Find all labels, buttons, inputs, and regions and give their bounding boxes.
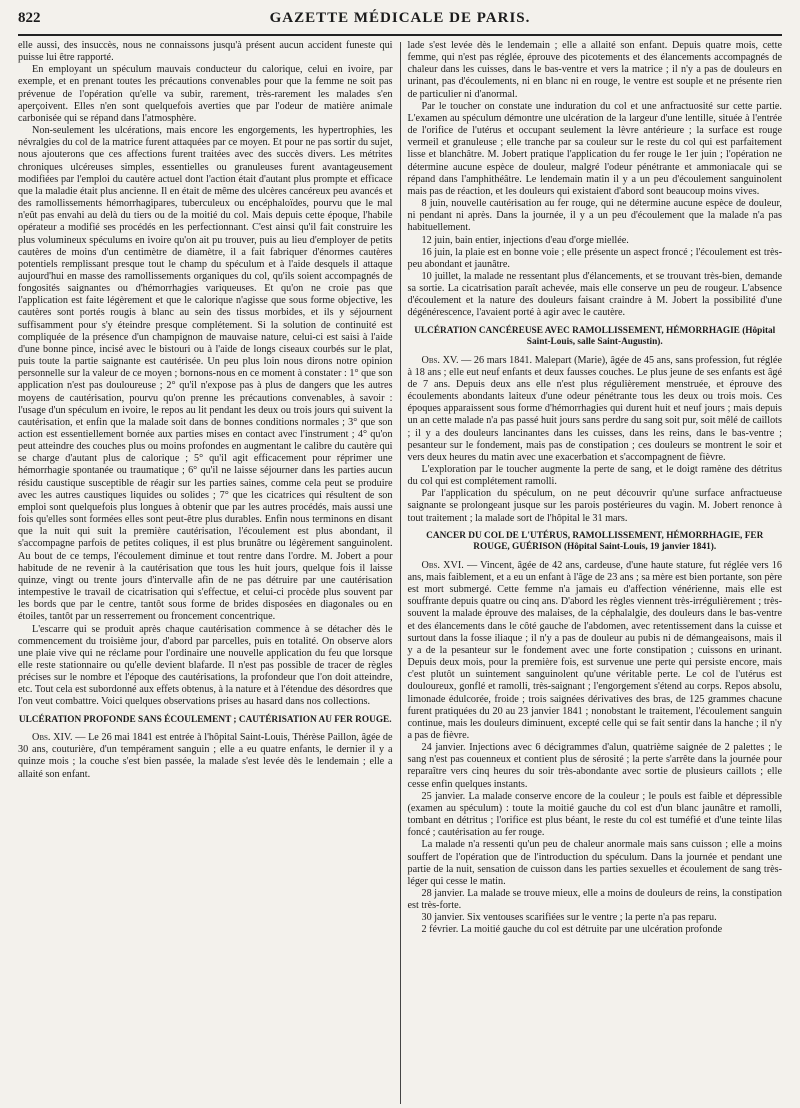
right-column	[400, 40, 782, 1104]
observation-paragraph	[407, 355, 782, 464]
section-heading: ULCÉRATION CANCÉREUSE AVEC RAMOLLISSEMENT, HÉMORRHAGIE (Hôpital Saint-Louis, salle Saint-Augustin).	[414, 325, 776, 348]
paragraph: 30 janvier. Six ventouses scarifiées sur le ventre ; la perte n'a pas reparu.	[421, 912, 717, 924]
paragraph: 2 février. La moitié gauche du col est détruite par une ulcération profonde	[421, 924, 723, 936]
observation-paragraph	[18, 732, 393, 781]
observation-label: Obs. XV.	[421, 354, 459, 366]
paragraph: 16 juin, la plaie est en bonne voie ; elle présente un aspect froncé ; l'écoulement est très-peu abondant et jaunâtre.	[407, 246, 782, 270]
paragraph: Par le toucher on constate une induration du col et une anfractuosité sur cette partie. L'examen au spéculum démontre une ulcération de la largeur d'une lentille, située à l'entrée de l'orifice de l'utérus et occupant seulement la lèvre antérieure ; la surface est rouge vermeil et granuleuse ; elle tranche par sa couleur sur le reste du col qui est parfaitement lisse et blanchâtre. M. Jobert pratique l'application du fer rouge le 1er juin ; l'opération ne détermine aucune espèce de douleur, malgré l'odeur pénétrante et ammoniacale qui se répand dans l'amphithéâtre. Le lendemain matin il y a un peu d'écoulement sanguinolent mais pas de réaction, et les douleurs qui existaient d'abord sont beaucoup moins vives.	[407, 100, 782, 197]
page-number: 822	[18, 10, 41, 26]
paragraph: La malade n'a ressenti qu'un peu de chaleur anormale mais sans cuisson ; elle a moins souffert de l'opération que de l'introduction du spéculum. Dans la journée et pendant une partie de la nuit, sensation de cuisson dans les parties sexuelles et écoulement de sang très-léger qui cesse le matin.	[407, 839, 782, 887]
paragraph: 10 juillet, la malade ne ressentant plus d'élancements, et se trouvant très-bien, demande sa sortie. La cicatrisation paraît achevée, mais elle conserve un peu de rougeur. L'absence d'écoulement et la nature des douleurs faisant craindre à M. Jobert la possibilité d'une dégénérescence, l'avaient porté à agir avec le cautère.	[407, 270, 782, 319]
paragraph: 25 janvier. La malade conserve encore de la couleur ; le pouls est faible et dépressible (examen au spéculum) : toute la moitié gauche du col est d'un blanc jaunâtre et ramolli, tombant en détritus ; l'orifice est plus béant, le reste du col est tuméfié et d'une teinte lilas foncé ; cautérisation au fer rouge.	[407, 790, 782, 839]
observation-text: — Vincent, âgée de 42 ans, cardeuse, d'une haute stature, fut réglée vers 16 ans, mais faiblement, et a eu un enfant à l'âge de 23 ans ; sa mère est bien portante, son père est mort submergé. Cette femme n'a jamais eu d'affection vénérienne, mais elle est souffrante depuis quatre ou cinq ans. D'abord les règles viennent très-irrégulièrement ; très-souvent la malade éprouve des malaises, de la céphalalgie, des douleurs dans le bas-ventre et des élancements dans le côté gauche de l'abdomen, avec retentissement dans la cuisse et surtout dans la fosse iliaque ; il n'y a pas de douleur au pubis ni de démangeaisons, mais il y a de la pesanteur sur le fondement avec une forte constipation ; cuissons en urinant. Depuis deux mois, pour la première fois, est survenue une perte qui persiste encore, mais c'est plutôt un suintement sanguinolent qu'une véritable perte. Le col de l'utérus est douloureux, gonflé et ramolli, très-saignant ; l'engorgement s'étend au corps. Repos absolu, limonade édulcorée, froide ; trois saignées dérivatives des bras, de 125 grammes chacune furent pratiquées du 20 au 23 janvier 1841 ; nonobstant le traitement, l'écoulement sanguin continue, mais les douleurs diminuent, excepté celle qui se fait sentir dans la hanche ; il n'y a pas de fièvre.	[407, 559, 782, 741]
paragraph: L'exploration par le toucher augmente la perte de sang, et le doigt ramène des détritus du col qui est complétement ramolli.	[407, 464, 782, 488]
paragraph: lade s'est levée dès le lendemain ; elle a allaité son enfant. Depuis quatre mois, cette femme, qui n'est pas réglée, éprouve des picotements et des élancements accompagnés de chaleur dans les cuisses, dans le bas-ventre et vers la matrice ; il n'y a pas de douleurs en urinant, pas d'écoulements, ni en blanc ni en rouge, le ventre est souple et ne présente rien de particulier ni d'anormal.	[407, 40, 782, 100]
journal-title: GAZETTE MÉDICALE DE PARIS.	[269, 10, 531, 26]
left-column	[18, 40, 400, 1104]
paragraph: elle aussi, des insuccès, nous ne connaissons jusqu'à présent aucun accident funeste qui puisse lui être rapporté.	[18, 40, 393, 64]
section-heading: CANCER DU COL DE L'UTÉRUS, RAMOLLISSEMENT, HÉMORRHAGIE, FER ROUGE, GUÉRISON (Hôpital Saint-Louis, 19 janvier 1841).	[426, 530, 764, 553]
observation-paragraph	[407, 560, 782, 742]
paragraph: Par l'application du spéculum, on ne peut découvrir qu'une surface anfractueuse saignante se prolongeant jusque sur les parois postérieures du vagin. M. Jobert renonce à tout traitement ; la malade sort de l'hôpital le 31 mars.	[407, 488, 782, 524]
header-rule	[18, 34, 782, 36]
text-columns	[18, 40, 782, 1104]
section-heading: ULCÉRATION PROFONDE SANS ÉCOULEMENT ; CAUTÉRISATION AU FER ROUGE.	[18, 714, 392, 725]
page-header	[18, 6, 782, 32]
paragraph: 24 janvier. Injections avec 6 décigrammes d'alun, quatrième saignée de 2 palettes ; le sang n'est pas couenneux et contient plus de sérosité ; la perte s'arrête dans la journée pour reparaître vers cinq heures du soir très-abondante avec sortie de plusieurs caillots ; elle cesse enfin quelques instants.	[407, 742, 782, 790]
paragraph: Non-seulement les ulcérations, mais encore les engorgements, les hypertrophies, les névralgies du col de la matrice furent attaquées par ce moyen. Et pour ne pas sortir du sujet, nous ajouterons que ces affections furent traitées avec des succès divers. Les métrites chroniques ulcéreuses simples, essentielles ou granuleuses furent avantageusement modifiées par l'emploi du cautère actuel dont l'action était d'autant plus prompte et efficace que la maladie était plus ancienne. Il en était de même des ulcères cancéreux peu avancés et des ramollissements hémorrhagipares, tuberculeux ou encéphaloïdes, pourvu que le mal n'eût pas envahi au delà du tiers ou de la moitié du col. Mais depuis cette époque, l'habile opérateur a modifié ses procédés en les perfectionnant. C'est ainsi qu'il fait construire les plus volumineux spéculums en ivoire qu'on ait pu trouver, puis au lieu d'employer de petits cautères de moins d'un centimètre de diamètre, il a fait fabriquer d'énormes cautères potentiels remplissant presque tout le champ du spéculum et à l'aide desquels il attaque aujourd'hui en masse des ramollissements organiques du col, qu'ils soient accompagnés de fongosités saignantes ou d'hémorrhagies variqueuses. Et qu'on ne croie pas que l'application est faite légèrement et que le calorique n'agisse que sous forme objective, les cautères sont portés rougis à blanc au sein des tissus morbides, et ils y séjournent suffisamment pour s'y éteindre presque complétement. Si la solution de continuité est compliquée de la présence d'un champignon de mauvaise nature, celui-ci est saisi à l'aide d'une bonne pince, incisé avec le bistouri ou à l'aide de longs ciseaux courbés sur le plat, puis toute la partie saignante est cautérisée. Un peu plus loin nous dirons notre opinion personnelle sur la valeur de ce moyen ; bornons-nous en ce moment à constater : 1° que son application n'est pas douloureuse ; 2° qu'il n'expose pas à plus de dangers que les autres moyens de cautérisation, pourvu qu'on prenne les précautions convenables, à savoir : l'usage d'un spéculum en ivoire, le repos au lit pendant les deux ou trois jours qui suivent la cautérisation, et enfin que la malade soit dans de bonnes conditions normales ; 3° que son action est essentiellement bornée aux parties mises en contact avec l'instrument ; 4° qu'on peut atteindre des couches plus ou moins profondes en augmentant le calibre du cautère qui se charge d'autant plus de calorique ; 5° qu'il agit efficacement pour réprimer une hémorrhagie spontanée ou traumatique ; 6° qu'il ne laisse séjourner dans les parties aucun résidu caustique susceptible de réagir sur les parties saines, comme cela peut se produire avec les autres caustiques liquides ou solides ; 7° que les cicatrices qui résultent de son emploi sont quelquefois plus longues à obtenir que par les autres procédés, mais aussi une fois qu'elles sont formées elles sont peut-être plus durables. Enfin nous terminons en disant que la nuit qui suit la première cautérisation, l'écoulement est plus abondant, il s'accompagne parfois de petites coliques, il est plus brunâtre ou légèrement sanguinolent. Au bout de ce temps, l'écoulement diminue et tout rentre dans l'ordre. M. Jobert a pour habitude de ne revenir à la cautérisation que tous les huit jours, quelque fois il laisse quinze, vingt ou trente jours d'intervalle afin de ne pas détruire par une cautérisation intempestive le travail de cicatrisation qui s'effectue, et celui-ci procède plus souvent par les bords que par le centre, tantôt sous forme de brides disposées en diagonales ou en étoiles, tantôt par un resserrement ou froncement concentrique.	[18, 125, 393, 623]
paragraph: 28 janvier. La malade se trouve mieux, elle a moins de douleurs de reins, la constipation est très-forte.	[407, 888, 782, 912]
observation-text: — 26 mars 1841. Malepart (Marie), âgée de 45 ans, sans profession, fut réglée à 18 ans ; elle eut neuf enfants et deux fausses couches. Le plus jeune de ses enfants est âgé de 7 ans. Depuis deux ans elle n'est plus régulièrement menstruée, et éprouve des écoulements abondants laiteux d'une odeur pénétrante tous les deux ou trois mois. Ces époques apparaissent sous forme d'hémorrhagies qui durent huit et neuf jours ; mais depuis un an cette malade n'a pas passé huit jours sans perdre du sang soit pur, soit mêlé de caillots ; il y a des douleurs lancinantes dans les cuisses, dans les reins, dans le bas-ventre ; pesanteur sur le fondement, mais pas de constipation ; ces douleurs se montrent le soir et vers deux heures du matin avec une exacerbation et s'accompagnent de fièvre.	[407, 354, 782, 463]
observation-label: Obs. XVI.	[421, 559, 464, 571]
paragraph: 8 juin, nouvelle cautérisation au fer rouge, qui ne détermine aucune espèce de douleur, ni pendant ni après. Dans la journée, il y a un peu d'écoulement que la malade n'a pas habituellement.	[407, 198, 782, 234]
paragraph: 12 juin, bain entier, injections d'eau d'orge miellée.	[421, 234, 629, 246]
paragraph: L'escarre qui se produit après chaque cautérisation commence à se détacher dès le commencement du troisième jour, d'abord par parcelles, puis en totalité. On observe alors une plaie vive qui ne réclame pour l'ordinaire une nouvelle application du feu que lorsque elle reste stationnaire ou qu'elle devient blafarde. Il n'est pas possible de tracer de règles précises sur le nombre et l'époque des cautérisations, la profondeur que l'on doit atteindre, etc. Tout cela est subordonné aux effets obtenus, à la nature et à l'étendue des désordres que l'on veut combattre. Voici quelques observations prises au hasard dans nos collections.	[18, 623, 393, 708]
paragraph: En employant un spéculum mauvais conducteur du calorique, celui en ivoire, par exemple, et en prenant toutes les précautions convenables pour que la femme ne soit pas prévenue de l'opération qu'elle va subir, rarement, très-rarement les malades s'en aperçoivent. Elles n'en sont quelquefois averties que par l'odeur de matière animale carbonisée qui se répand dans l'atmosphère.	[18, 64, 393, 124]
observation-text: — Le 26 mai 1841 est entrée à l'hôpital Saint-Louis, Thérèse Paillon, âgée de 30 ans, couturière, d'un tempérament sanguin ; elle a eu quatre enfants, le dernier il y a quinze mois ; la couche s'est bien passée, la malade s'est levée dès le lendemain ; elle a allaité son enfant.	[18, 732, 393, 780]
observation-label: Obs. XIV.	[32, 732, 73, 744]
